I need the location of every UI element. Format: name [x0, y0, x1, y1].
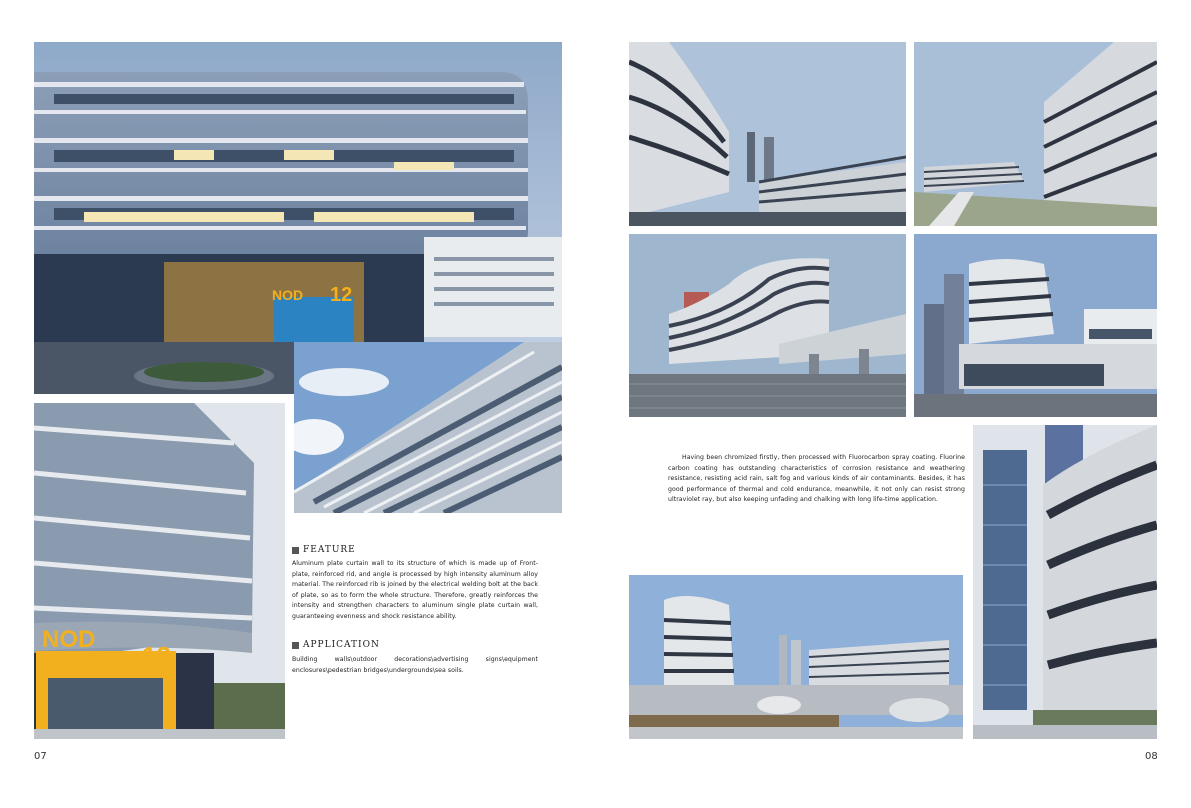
page-number-left: 07: [34, 751, 47, 762]
feature-body-text: Aluminum plate curtain wall to its structure of which is made up of Front-plate, reinforced rid, and angle is processed by high intensity aluminum alloy material. The reinforced rib is joined by the electrical welding bolt at the back of plate, so as to form the whole structure. Therefore, greatly reinforces the intensity and strengthen characters to aluminum single plate curtain wall, guaranteeing evenness and shock resistance ability.: [292, 560, 538, 620]
garden-terrace-photo: [914, 42, 1157, 226]
facade-entrance-photo: [34, 403, 285, 739]
facade-sign-12-text: 12: [142, 641, 171, 671]
application-heading-label: APPLICATION: [303, 640, 380, 650]
application-bullet-icon: [292, 642, 299, 649]
feature-heading: [292, 545, 356, 555]
courtyard-photo: [629, 42, 906, 226]
application-heading: [292, 640, 380, 650]
wavy-building-photo: [629, 234, 906, 417]
feature-heading-label: FEATURE: [303, 545, 356, 555]
complex-overview-photo: [629, 575, 963, 739]
sign-nod-text: NOD: [272, 287, 304, 303]
feature-bullet-icon: [292, 547, 299, 554]
facade-sign-nod-text: NOD: [42, 626, 96, 653]
tower-plaza-photo: [914, 234, 1157, 417]
page-number-right: 08: [1145, 751, 1158, 762]
sign-12-text: 12: [330, 284, 353, 306]
diagonal-facade-photo: [294, 342, 562, 513]
application-body-text: Building walls\outdoor decorations\advertising signs\equipment enclosures\pedestrian bridges\undergrounds\sea soils.: [292, 656, 538, 674]
coating-body-text: Having been chromized firstly, then processed with Fluorocarbon spray coating. Fluorine carbon coating has outstanding characteristics of corrosion resistance and weathering resistance, resisting acid rain, salt fog and various kinds of air contaminants. Besides, it has good performance of thermal and cold endurance, meanwhile, it not only can resist strong ultraviolet ray, but also keeping unfading and chalking with long life-time application.: [668, 454, 965, 503]
tall-tower-photo: [973, 425, 1157, 739]
